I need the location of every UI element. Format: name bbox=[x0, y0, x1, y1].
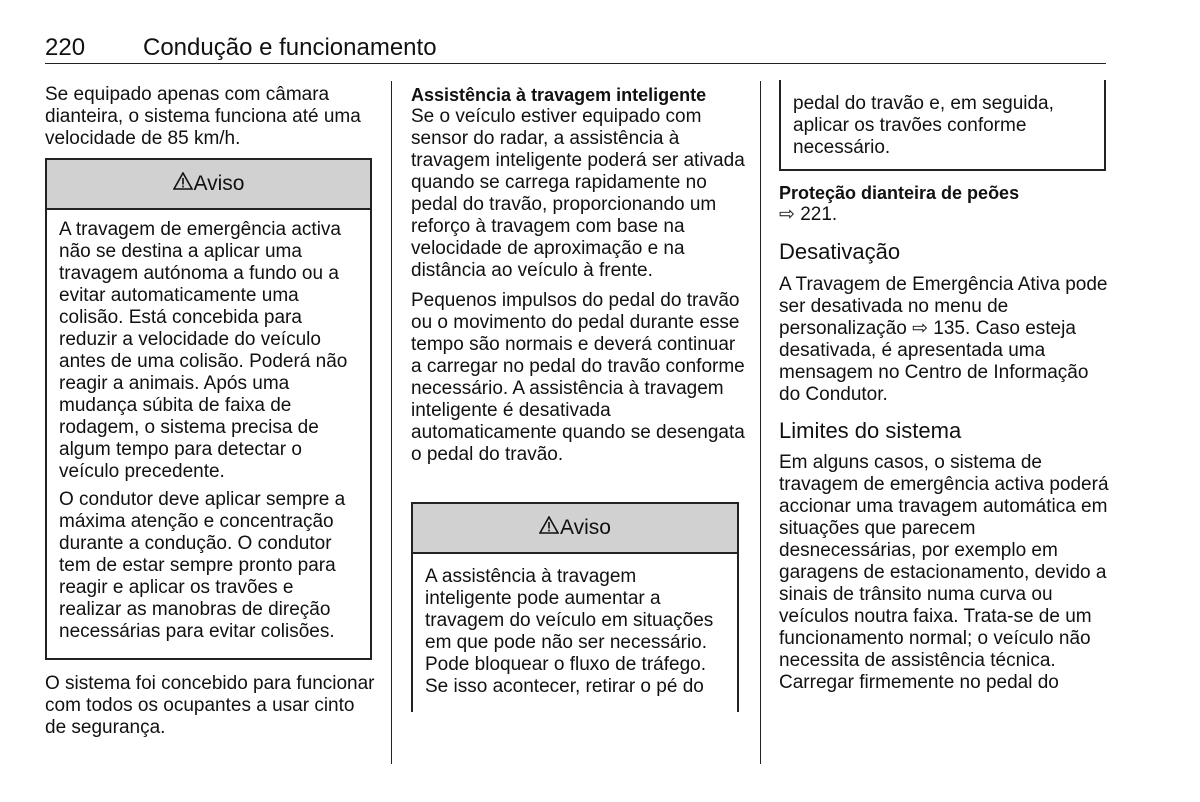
warning-box-2 bbox=[411, 502, 739, 712]
column-1-intro bbox=[45, 84, 380, 150]
warning-body bbox=[47, 210, 370, 643]
deactivation-paragraph bbox=[779, 274, 1109, 406]
warning-continuation-text: pedal do travão e, em seguida, aplicar os travões conforme necessário. bbox=[793, 93, 1054, 158]
page-number: 220 bbox=[45, 34, 86, 61]
system-limits-paragraph: Em alguns casos, o sistema de travagem de emergência activa poderá accionar uma travagem automática em situações que parecem desnecessárias, por exemplo em garagens de estacionamento, devido a sinais de trânsito numa curva ou veículos noutra faixa. Trata-se de um funcionamento normal; o veículo não necessita de assistência técnica. Carregar firmemente no pedal do bbox=[779, 452, 1109, 693]
column-divider-2 bbox=[760, 81, 761, 764]
warning-paragraph: A assistência à travagem inteligente pode aumentar a travagem do veículo em situações em que pode não ser necessário. Pode bloquear o fluxo de tráfego. Se isso acontecer, retirar o pé do bbox=[425, 566, 714, 697]
page-reference-icon: ⇨ bbox=[912, 318, 929, 339]
page-reference-icon: ⇨ bbox=[779, 204, 795, 225]
page-reference-link[interactable]: 221. bbox=[800, 204, 838, 225]
page-title: Condução e funcionamento bbox=[143, 34, 437, 61]
deactivation-heading: Desativação bbox=[779, 239, 901, 264]
column-2 bbox=[411, 84, 746, 466]
warning-box-1 bbox=[45, 158, 372, 660]
warning-title: Aviso bbox=[193, 172, 245, 195]
column-divider-1 bbox=[391, 81, 392, 764]
warning-body bbox=[781, 80, 1104, 159]
warning-title: Aviso bbox=[560, 516, 611, 539]
deactivation-text-1: A Travagem de Emergência Ativa pode ser desativada no menu de personalização bbox=[779, 274, 1108, 339]
page-reference-link[interactable]: 135. bbox=[933, 318, 971, 339]
pedestrian-protection-ref bbox=[779, 204, 1109, 226]
column-3 bbox=[779, 182, 1109, 694]
warning-triangle-icon bbox=[173, 172, 193, 196]
warning-header bbox=[413, 504, 737, 554]
warning-body bbox=[413, 554, 737, 698]
seatbelt-paragraph: O sistema foi concebido para funcionar com todos os ocupantes a usar cinto de segurança. bbox=[45, 673, 375, 738]
warning-paragraph-1: A travagem de emergência activa não se destina a aplicar uma travagem autónoma a fundo ou a evitar automaticamente uma colisão. Está concebida para reduzir a velocidade do veículo antes de uma colisão. Poderá não reagir a animais. Após uma mudança súbita de faixa de rodagem, o sistema precisa de algum tempo para detectar o veículo precedente. bbox=[59, 219, 348, 482]
column-1-after bbox=[45, 673, 380, 739]
brake-assist-paragraph-1: Se o veículo estiver equipado com sensor do radar, a assistência à travagem inteligente poderá ser ativada quando se carrega rapidamente no pedal do travão, proporcionando um reforço à travagem com base na velocidade de aproximação e na distância ao veículo à frente. bbox=[411, 106, 745, 281]
deactivation-text-2: Caso esteja desativada, é apresentada uma mensagem no Centro de Informação do Condutor. bbox=[779, 318, 1089, 405]
header-rule bbox=[45, 63, 1106, 64]
brake-assist-paragraph-2: Pequenos impulsos do pedal do travão ou o movimento do pedal durante esse tempo são normais e deverá continuar a carregar no pedal do travão conforme necessário. A assistência à travagem inteligente é desativada automaticamente quando se desengata o pedal do travão. bbox=[411, 290, 745, 465]
system-limits-heading: Limites do sistema bbox=[779, 418, 962, 443]
pedestrian-protection-heading: Proteção dianteira de peões bbox=[779, 183, 1020, 203]
warning-box-continuation bbox=[779, 80, 1106, 171]
section-heading-brake-assist: Assistência à travagem inteligente bbox=[411, 85, 707, 105]
intro-paragraph: Se equipado apenas com câmara dianteira, o sistema funciona até uma velocidade de 85 km/h. bbox=[45, 84, 361, 149]
warning-triangle-icon bbox=[539, 516, 559, 540]
warning-header bbox=[47, 160, 370, 210]
warning-paragraph-2: O condutor deve aplicar sempre a máxima atenção e concentração durante a condução. O condutor tem de estar sempre pronto para reagir e aplicar os travões e realizar as manobras de direção necessárias para evitar colisões. bbox=[59, 489, 346, 642]
